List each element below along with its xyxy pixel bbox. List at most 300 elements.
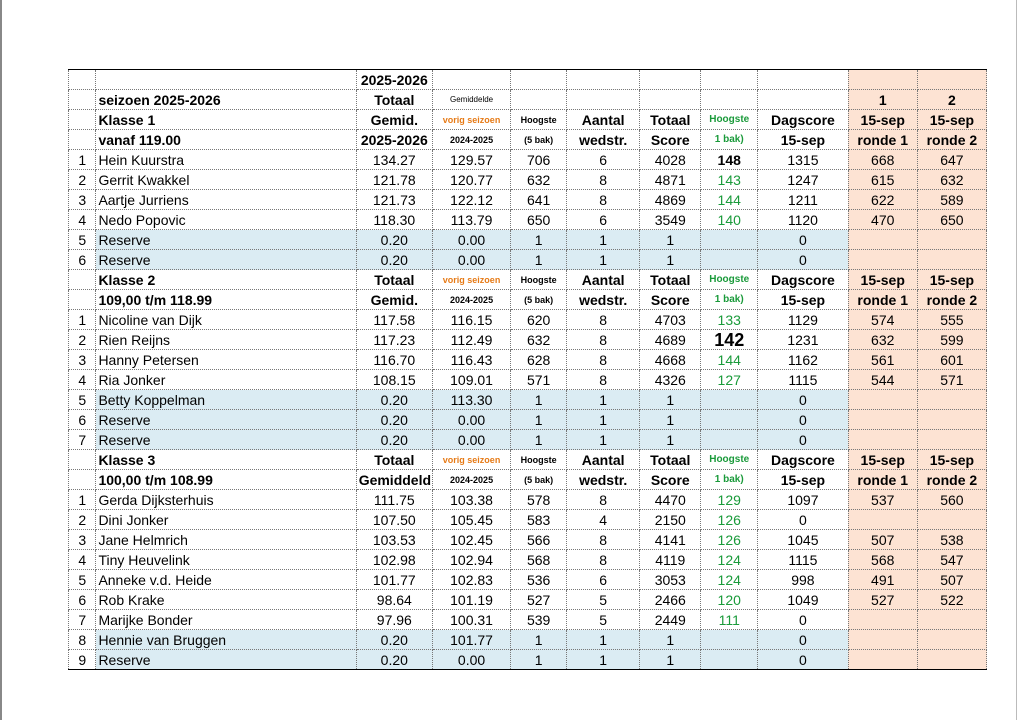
player-row	[69, 550, 987, 570]
cell-col-7	[701, 250, 758, 270]
cell-col-7: Hoogste	[701, 270, 758, 290]
cell-col-4: 1	[511, 430, 567, 450]
cell-col-5: 6	[567, 210, 640, 230]
cell-col-1: Reserve	[96, 430, 356, 450]
cell-col-6: 2466	[640, 590, 701, 610]
cell-col-0: 3	[69, 350, 96, 370]
cell-col-2: Totaal	[356, 450, 432, 470]
cell-col-2: 117.23	[356, 330, 432, 350]
cell-col-1: 100,00 t/m 108.99	[96, 470, 356, 490]
cell-col-6: 4326	[640, 370, 701, 390]
cell-col-8: 1162	[758, 350, 848, 370]
cell-col-10: 15-sep	[917, 450, 986, 470]
cell-col-7: 1 bak)	[701, 290, 758, 310]
cell-col-3: 101.77	[432, 630, 510, 650]
cell-col-1	[96, 70, 356, 90]
cell-col-10	[917, 630, 986, 650]
cell-col-8: 1315	[758, 150, 848, 170]
cell-col-7: 127	[701, 370, 758, 390]
cell-col-8: 15-sep	[758, 470, 848, 490]
cell-col-6: 4871	[640, 170, 701, 190]
cell-col-7: 143	[701, 170, 758, 190]
cell-col-2: Totaal	[356, 90, 432, 110]
cell-col-5: wedstr.	[567, 470, 640, 490]
cell-col-9: 15-sep	[848, 450, 917, 470]
page-right-edge	[1016, 0, 1017, 720]
cell-col-6: Score	[640, 470, 701, 490]
cell-col-2: 0.20	[356, 390, 432, 410]
player-row	[69, 190, 987, 210]
cell-col-1: Reserve	[96, 250, 356, 270]
cell-col-10: 632	[917, 170, 986, 190]
cell-col-6: 1	[640, 410, 701, 430]
cell-col-1: Klasse 2	[96, 270, 356, 290]
cell-col-2: 103.53	[356, 530, 432, 550]
cell-col-4: 641	[511, 190, 567, 210]
cell-col-0: 9	[69, 650, 96, 670]
cell-col-4	[511, 70, 567, 90]
cell-col-3: 102.94	[432, 550, 510, 570]
cell-col-2: Gemid.	[356, 290, 432, 310]
klasse-header-row	[69, 450, 987, 470]
cell-col-2: Totaal	[356, 270, 432, 290]
cell-col-10: 555	[917, 310, 986, 330]
cell-col-1: Nicoline van Dijk	[96, 310, 356, 330]
cell-col-6: 4119	[640, 550, 701, 570]
cell-col-0: 6	[69, 250, 96, 270]
cell-col-10: 15-sep	[917, 110, 986, 130]
cell-col-6	[640, 70, 701, 90]
cell-col-2: 0.20	[356, 250, 432, 270]
cell-col-4: 583	[511, 510, 567, 530]
cell-col-3: 129.57	[432, 150, 510, 170]
cell-col-8: 0	[758, 250, 848, 270]
cell-col-3: 120.77	[432, 170, 510, 190]
player-row	[69, 570, 987, 590]
cell-col-8: 1120	[758, 210, 848, 230]
cell-col-6: 4470	[640, 490, 701, 510]
cell-col-9: 507	[848, 530, 917, 550]
cell-col-9	[848, 630, 917, 650]
cell-col-0: 4	[69, 550, 96, 570]
klasse-score-table	[68, 69, 987, 670]
cell-col-9	[848, 70, 917, 90]
cell-col-5: 6	[567, 570, 640, 590]
player-row	[69, 370, 987, 390]
cell-col-1: Betty Koppelman	[96, 390, 356, 410]
cell-col-1: Rob Krake	[96, 590, 356, 610]
cell-col-0: 5	[69, 570, 96, 590]
cell-col-4: Hoogste	[511, 450, 567, 470]
cell-col-2: 97.96	[356, 610, 432, 630]
cell-col-1: Marijke Bonder	[96, 610, 356, 630]
cell-col-3: 102.83	[432, 570, 510, 590]
cell-col-4: 620	[511, 310, 567, 330]
cell-col-4: (5 bak)	[511, 290, 567, 310]
cell-col-8: 1129	[758, 310, 848, 330]
cell-col-2: 0.20	[356, 410, 432, 430]
cell-col-7: 126	[701, 510, 758, 530]
cell-col-6: Totaal	[640, 450, 701, 470]
cell-col-3: 122.12	[432, 190, 510, 210]
cell-col-9: 15-sep	[848, 110, 917, 130]
cell-col-10: ronde 2	[917, 130, 986, 150]
cell-col-8: 0	[758, 510, 848, 530]
player-row	[69, 210, 987, 230]
cell-col-8: 15-sep	[758, 130, 848, 150]
player-row	[69, 610, 987, 630]
cell-col-4: 1	[511, 650, 567, 670]
cell-col-2: Gemiddeld	[356, 470, 432, 490]
cell-col-6: 1	[640, 650, 701, 670]
cell-col-3: 2024-2025	[432, 130, 510, 150]
cell-col-9: ronde 1	[848, 290, 917, 310]
cell-col-1: seizoen 2025-2026	[96, 90, 356, 110]
cell-col-1: Dini Jonker	[96, 510, 356, 530]
cell-col-9: ronde 1	[848, 470, 917, 490]
cell-col-6: 4668	[640, 350, 701, 370]
cell-col-10: 601	[917, 350, 986, 370]
cell-col-1: Nedo Popovic	[96, 210, 356, 230]
cell-col-8: 0	[758, 430, 848, 450]
cell-col-8: Dagscore	[758, 110, 848, 130]
cell-col-8: Dagscore	[758, 270, 848, 290]
cell-col-7: 133	[701, 310, 758, 330]
cell-col-3: 2024-2025	[432, 470, 510, 490]
cell-col-2: 116.70	[356, 350, 432, 370]
cell-col-10	[917, 510, 986, 530]
cell-col-6: 4703	[640, 310, 701, 330]
cell-col-9	[848, 650, 917, 670]
cell-col-0: 5	[69, 390, 96, 410]
cell-col-0	[69, 270, 96, 290]
cell-col-10: 538	[917, 530, 986, 550]
cell-col-4: 628	[511, 350, 567, 370]
cell-col-7: 124	[701, 550, 758, 570]
cell-col-6: 1	[640, 250, 701, 270]
cell-col-2: 98.64	[356, 590, 432, 610]
cell-col-4: 1	[511, 630, 567, 650]
cell-col-5: 4	[567, 510, 640, 530]
player-row	[69, 310, 987, 330]
cell-col-9: 615	[848, 170, 917, 190]
cell-col-5: 1	[567, 390, 640, 410]
player-row	[69, 150, 987, 170]
cell-col-4: Hoogste	[511, 270, 567, 290]
cell-col-9: ronde 1	[848, 130, 917, 150]
cell-col-6: 3549	[640, 210, 701, 230]
cell-col-7: 142	[701, 330, 758, 350]
cell-col-9: 537	[848, 490, 917, 510]
cell-col-2: 121.73	[356, 190, 432, 210]
cell-col-1: Klasse 1	[96, 110, 356, 130]
cell-col-10: ronde 2	[917, 290, 986, 310]
cell-col-2: 111.75	[356, 490, 432, 510]
cell-col-4: 1	[511, 390, 567, 410]
cell-col-9: 568	[848, 550, 917, 570]
cell-col-7	[701, 90, 758, 110]
cell-col-10: 507	[917, 570, 986, 590]
player-row	[69, 530, 987, 550]
cell-col-0: 1	[69, 490, 96, 510]
cell-col-0: 6	[69, 590, 96, 610]
cell-col-6: 2449	[640, 610, 701, 630]
cell-col-3: 0.00	[432, 410, 510, 430]
cell-col-1: Klasse 3	[96, 450, 356, 470]
cell-col-2: 102.98	[356, 550, 432, 570]
cell-col-1: Hein Kuurstra	[96, 150, 356, 170]
cell-col-5: 8	[567, 310, 640, 330]
cell-col-4: Hoogste	[511, 110, 567, 130]
cell-col-3: 112.49	[432, 330, 510, 350]
cell-col-8: 1045	[758, 530, 848, 550]
cell-col-9	[848, 430, 917, 450]
cell-col-6: 1	[640, 390, 701, 410]
cell-col-9: 1	[848, 90, 917, 110]
cell-col-8: 15-sep	[758, 290, 848, 310]
cell-col-8	[758, 90, 848, 110]
cell-col-4: 571	[511, 370, 567, 390]
cell-col-7	[701, 630, 758, 650]
cell-col-5: 1	[567, 230, 640, 250]
cell-col-3: 103.38	[432, 490, 510, 510]
cell-col-1: Tiny Heuvelink	[96, 550, 356, 570]
cell-col-6: 4028	[640, 150, 701, 170]
cell-col-3: Gemiddelde	[432, 90, 510, 110]
cell-col-8: 0	[758, 230, 848, 250]
cell-col-7: 148	[701, 150, 758, 170]
cell-col-9: 574	[848, 310, 917, 330]
cell-col-4: 539	[511, 610, 567, 630]
cell-col-4: 706	[511, 150, 567, 170]
cell-col-7	[701, 70, 758, 90]
cell-col-8: 1097	[758, 490, 848, 510]
cell-col-3	[432, 70, 510, 90]
season-header-row	[69, 70, 987, 90]
cell-col-1: Reserve	[96, 230, 356, 250]
cell-col-5: 1	[567, 650, 640, 670]
cell-col-3: 0.00	[432, 250, 510, 270]
cell-col-4: 566	[511, 530, 567, 550]
cell-col-5	[567, 90, 640, 110]
klasse-range-row	[69, 470, 987, 490]
cell-col-1: Gerrit Kwakkel	[96, 170, 356, 190]
cell-col-7: 1 bak)	[701, 130, 758, 150]
cell-col-8: 0	[758, 390, 848, 410]
cell-col-6: 4869	[640, 190, 701, 210]
cell-col-9	[848, 610, 917, 630]
cell-col-9	[848, 510, 917, 530]
cell-col-3: 0.00	[432, 650, 510, 670]
cell-col-4: 536	[511, 570, 567, 590]
cell-col-0: 1	[69, 310, 96, 330]
cell-col-1: Ria Jonker	[96, 370, 356, 390]
cell-col-0	[69, 90, 96, 110]
cell-col-0: 2	[69, 330, 96, 350]
cell-col-10: ronde 2	[917, 470, 986, 490]
cell-col-4: 568	[511, 550, 567, 570]
cell-col-7: 111	[701, 610, 758, 630]
cell-col-9: 561	[848, 350, 917, 370]
player-row	[69, 390, 987, 410]
cell-col-10: 599	[917, 330, 986, 350]
cell-col-7	[701, 230, 758, 250]
klasse-range-row	[69, 130, 987, 150]
cell-col-3: 109.01	[432, 370, 510, 390]
player-row	[69, 230, 987, 250]
cell-col-1: Anneke v.d. Heide	[96, 570, 356, 590]
cell-col-10	[917, 610, 986, 630]
cell-col-3: 0.00	[432, 430, 510, 450]
cell-col-2: 2025-2026	[356, 70, 432, 90]
cell-col-7: 120	[701, 590, 758, 610]
cell-col-5: 6	[567, 150, 640, 170]
cell-col-4: (5 bak)	[511, 130, 567, 150]
cell-col-7: 144	[701, 350, 758, 370]
cell-col-6: 1	[640, 230, 701, 250]
cell-col-8: 1115	[758, 370, 848, 390]
cell-col-6: 2150	[640, 510, 701, 530]
cell-col-8: 1231	[758, 330, 848, 350]
cell-col-10	[917, 230, 986, 250]
cell-col-7	[701, 390, 758, 410]
cell-col-6: Totaal	[640, 270, 701, 290]
cell-col-0: 2	[69, 170, 96, 190]
cell-col-9	[848, 230, 917, 250]
cell-col-5: 1	[567, 250, 640, 270]
cell-col-10	[917, 410, 986, 430]
cell-col-1: Hennie van Bruggen	[96, 630, 356, 650]
cell-col-8: 0	[758, 410, 848, 430]
cell-col-4: 632	[511, 170, 567, 190]
cell-col-7	[701, 430, 758, 450]
cell-col-10: 647	[917, 150, 986, 170]
cell-col-5: 8	[567, 170, 640, 190]
cell-col-3: vorig seizoen	[432, 110, 510, 130]
cell-col-5: 8	[567, 190, 640, 210]
cell-col-3: 101.19	[432, 590, 510, 610]
player-row	[69, 590, 987, 610]
cell-col-0	[69, 290, 96, 310]
cell-col-2: 107.50	[356, 510, 432, 530]
cell-col-3: 113.30	[432, 390, 510, 410]
cell-col-7: Hoogste	[701, 110, 758, 130]
cell-col-0	[69, 470, 96, 490]
cell-col-5: 1	[567, 430, 640, 450]
cell-col-0: 7	[69, 430, 96, 450]
player-row	[69, 510, 987, 530]
cell-col-9	[848, 390, 917, 410]
klasse-range-row	[69, 290, 987, 310]
cell-col-2: 0.20	[356, 430, 432, 450]
cell-col-8: 998	[758, 570, 848, 590]
cell-col-5: 8	[567, 330, 640, 350]
klasse-header-row	[69, 110, 987, 130]
cell-col-7: 140	[701, 210, 758, 230]
cell-col-8: 0	[758, 630, 848, 650]
cell-col-1: Gerda Dijksterhuis	[96, 490, 356, 510]
cell-col-10: 522	[917, 590, 986, 610]
cell-col-8	[758, 70, 848, 90]
cell-col-9	[848, 410, 917, 430]
cell-col-2: 121.78	[356, 170, 432, 190]
cell-col-5: 8	[567, 350, 640, 370]
cell-col-3: 100.31	[432, 610, 510, 630]
cell-col-5: 8	[567, 530, 640, 550]
cell-col-2: 118.30	[356, 210, 432, 230]
cell-col-10: 2	[917, 90, 986, 110]
cell-col-0: 6	[69, 410, 96, 430]
cell-col-10: 650	[917, 210, 986, 230]
cell-col-4: 578	[511, 490, 567, 510]
player-row	[69, 490, 987, 510]
cell-col-0	[69, 450, 96, 470]
cell-col-5: Aantal	[567, 450, 640, 470]
cell-col-9: 632	[848, 330, 917, 350]
cell-col-5: 1	[567, 630, 640, 650]
cell-col-7: 124	[701, 570, 758, 590]
cell-col-7: 144	[701, 190, 758, 210]
cell-col-5: 8	[567, 490, 640, 510]
cell-col-0	[69, 110, 96, 130]
player-row	[69, 630, 987, 650]
cell-col-6: Totaal	[640, 110, 701, 130]
player-row	[69, 430, 987, 450]
cell-col-1: Jane Helmrich	[96, 530, 356, 550]
cell-col-4: 1	[511, 250, 567, 270]
player-row	[69, 650, 987, 670]
cell-col-7	[701, 410, 758, 430]
cell-col-2: 117.58	[356, 310, 432, 330]
cell-col-4: (5 bak)	[511, 470, 567, 490]
cell-col-9: 622	[848, 190, 917, 210]
cell-col-5: wedstr.	[567, 130, 640, 150]
cell-col-10	[917, 390, 986, 410]
cell-col-6: 4141	[640, 530, 701, 550]
cell-col-10: 547	[917, 550, 986, 570]
cell-col-5: 1	[567, 410, 640, 430]
cell-col-3: 105.45	[432, 510, 510, 530]
cell-col-2: 0.20	[356, 650, 432, 670]
cell-col-7: Hoogste	[701, 450, 758, 470]
cell-col-9: 527	[848, 590, 917, 610]
cell-col-0: 7	[69, 610, 96, 630]
cell-col-3: vorig seizoen	[432, 450, 510, 470]
cell-col-8: Dagscore	[758, 450, 848, 470]
cell-col-5: 5	[567, 610, 640, 630]
cell-col-5: wedstr.	[567, 290, 640, 310]
cell-col-9: 544	[848, 370, 917, 390]
cell-col-7: 129	[701, 490, 758, 510]
cell-col-6: Score	[640, 290, 701, 310]
cell-col-3: 116.15	[432, 310, 510, 330]
cell-col-1: Reserve	[96, 410, 356, 430]
cell-col-7	[701, 650, 758, 670]
cell-col-6: 1	[640, 430, 701, 450]
cell-col-8: 1211	[758, 190, 848, 210]
cell-col-1: Rien Reijns	[96, 330, 356, 350]
cell-col-4: 527	[511, 590, 567, 610]
cell-col-0: 4	[69, 370, 96, 390]
cell-col-10	[917, 430, 986, 450]
cell-col-5: 5	[567, 590, 640, 610]
cell-col-10: 571	[917, 370, 986, 390]
cell-col-1: Hanny Petersen	[96, 350, 356, 370]
cell-col-0: 3	[69, 530, 96, 550]
cell-col-10	[917, 70, 986, 90]
cell-col-0	[69, 70, 96, 90]
cell-col-10	[917, 250, 986, 270]
